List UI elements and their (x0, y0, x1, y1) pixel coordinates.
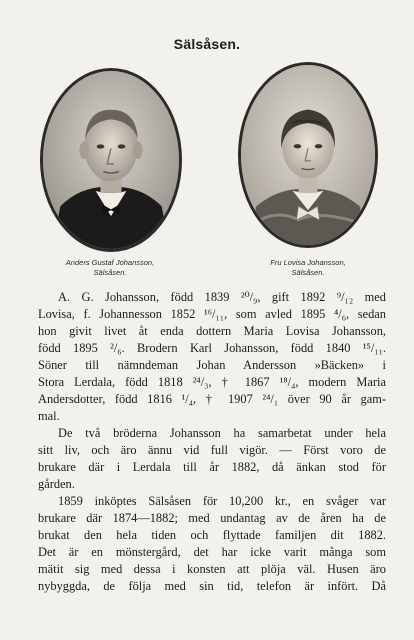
text-line: född 1895 ²/₆. Brodern Karl Johansson, född 1840 ¹⁵/₁₁. (38, 341, 386, 355)
caption-right-name: Fru Lovisa Johansson, (270, 258, 346, 267)
portrait-woman-image (241, 65, 375, 245)
caption-left-place: Sälsåsen. (93, 268, 127, 277)
text-line: hon givit livet åt enda dottern Maria Lovisa Johansson, (38, 324, 386, 338)
text-line: mätit sig med dessa i konsten att plöja väl. Husen äro (38, 562, 386, 576)
text-line: nybyggda, de följa med sin tid, telefon är infört. Då (38, 579, 386, 593)
text-line: A. G. Johansson, född 1839 ²⁰/₉, gift 1892 ⁹/₁₂ med (58, 290, 386, 304)
portrait-anders-gustaf-johansson (40, 68, 182, 252)
text-line: sitt liv, och äro ännu vid full vigör. — Först voro de (38, 443, 386, 457)
caption-right-place: Sälsåsen. (291, 268, 325, 277)
text-line: Andersdotter, född 1816 ¹/₄, † 1907 ²⁴/₁ över 90 år gam- (38, 392, 386, 406)
text-line: mal. (38, 409, 60, 423)
portrait-lovisa-johansson (238, 62, 378, 248)
text-line: brukat den hela tiden och flyttade familjen dit 1882. (38, 528, 386, 542)
text-line: De två bröderna Johansson ha samarbetat under hela (58, 426, 386, 440)
text-line: Lovisa, f. Johannesson 1852 ¹⁶/₁₁, som avled 1895 ⁴/₆, sedan (38, 307, 386, 321)
text-line: Stora Lerdala, född 1818 ²⁴/₃, † 1867 ¹⁸/₄, modern Maria (38, 375, 386, 389)
text-line: brukare där i Lerdala till år 1882, då änkan stod för (38, 460, 386, 474)
text-line: gården. (38, 477, 75, 491)
page-title: Sälsåsen. (173, 36, 241, 52)
text-line: Det är en mönstergård, det har icke varit många som (38, 545, 386, 559)
caption-right (228, 258, 388, 278)
portrait-man-image (43, 71, 179, 249)
caption-left-name: Anders Gustaf Johansson, (65, 258, 155, 267)
text-line: brukare där 1874—1882; med undantag av de åren ha de (38, 511, 386, 525)
caption-left (30, 258, 190, 278)
text-line: 1859 inköptes Sälsåsen för 10,200 kr., en svåger var (58, 494, 386, 508)
text-line: Söner till nämndeman Johan Andersson »Bäcken» i (38, 358, 386, 372)
body-text (38, 289, 386, 595)
